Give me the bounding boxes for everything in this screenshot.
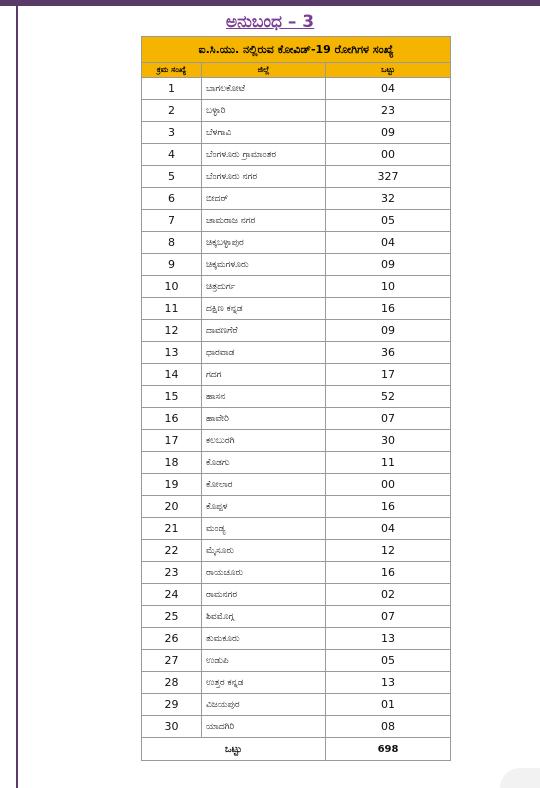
total-cell: 00 [326,144,451,166]
district-cell: ಶಿವಮೊಗ್ಗ [202,606,326,628]
table-row [142,386,451,408]
district-cell: ಚಿಕ್ಕಮಗಳೂರು [202,254,326,276]
serial-number-cell: 30 [142,716,202,738]
table-row [142,78,451,100]
table-row [142,650,451,672]
total-cell: 09 [326,254,451,276]
total-cell: 08 [326,716,451,738]
district-cell: ಹಾವೇರಿ [202,408,326,430]
table-row [142,144,451,166]
serial-number-cell: 18 [142,452,202,474]
total-cell: 01 [326,694,451,716]
district-cell: ರಾಮನಗರ [202,584,326,606]
icu-table [141,36,451,761]
serial-number-cell: 20 [142,496,202,518]
header-district: ಜಿಲ್ಲೆ [202,63,326,78]
serial-number-cell: 22 [142,540,202,562]
total-cell: 05 [326,210,451,232]
serial-number-cell: 16 [142,408,202,430]
serial-number-cell: 27 [142,650,202,672]
table-row [142,694,451,716]
page-frame-left [16,6,18,788]
total-cell: 10 [326,276,451,298]
table-row [142,584,451,606]
footer-label: ಒಟ್ಟು [142,738,326,761]
district-cell: ಮಂಡ್ಯ [202,518,326,540]
serial-number-cell: 11 [142,298,202,320]
total-cell: 04 [326,232,451,254]
table-row [142,408,451,430]
total-cell: 36 [326,342,451,364]
table-row [142,342,451,364]
serial-number-cell: 29 [142,694,202,716]
district-cell: ತುಮಕೂರು [202,628,326,650]
table-row [142,100,451,122]
serial-number-cell: 14 [142,364,202,386]
table-header-row [142,63,451,78]
district-cell: ಚಿತ್ರದುರ್ಗ [202,276,326,298]
total-cell: 12 [326,540,451,562]
serial-number-cell: 24 [142,584,202,606]
serial-number-cell: 19 [142,474,202,496]
district-cell: ಚಿಕ್ಕಬಳ್ಳಾಪುರ [202,232,326,254]
table-row [142,364,451,386]
table-row [142,606,451,628]
table-row [142,320,451,342]
district-cell: ದಾವಣಗೆರೆ [202,320,326,342]
district-cell: ಚಾಮರಾಜ ನಗರ [202,210,326,232]
table-row [142,276,451,298]
serial-number-cell: 15 [142,386,202,408]
district-cell: ಬಾಗಲಕೋಟೆ [202,78,326,100]
district-cell: ಉತ್ತರ ಕನ್ನಡ [202,672,326,694]
table-row [142,232,451,254]
serial-number-cell: 23 [142,562,202,584]
table-row [142,672,451,694]
district-cell: ಕೋಲಾರ [202,474,326,496]
serial-number-cell: 2 [142,100,202,122]
table-row [142,562,451,584]
table-row [142,452,451,474]
table-caption-row [142,37,451,63]
district-cell: ಬೀದರ್‌ [202,188,326,210]
serial-number-cell: 6 [142,188,202,210]
serial-number-cell: 17 [142,430,202,452]
total-cell: 16 [326,496,451,518]
total-cell: 09 [326,122,451,144]
total-cell: 23 [326,100,451,122]
district-cell: ಕೊಪ್ಪಳ [202,496,326,518]
district-cell: ಬೆಳಗಾವಿ [202,122,326,144]
serial-number-cell: 4 [142,144,202,166]
table-row [142,628,451,650]
serial-number-cell: 3 [142,122,202,144]
total-cell: 32 [326,188,451,210]
total-cell: 13 [326,672,451,694]
district-cell: ಯಾದಗಿರಿ [202,716,326,738]
table-body [142,78,451,738]
serial-number-cell: 21 [142,518,202,540]
district-cell: ಧಾರವಾಡ [202,342,326,364]
corner-shadow [500,768,540,788]
total-cell: 05 [326,650,451,672]
table-row [142,474,451,496]
page-title [0,12,540,32]
serial-number-cell: 5 [142,166,202,188]
table-row [142,254,451,276]
serial-number-cell: 7 [142,210,202,232]
total-cell: 11 [326,452,451,474]
header-total: ಒಟ್ಟು [326,63,451,78]
serial-number-cell: 28 [142,672,202,694]
table-row [142,298,451,320]
total-cell: 04 [326,518,451,540]
total-cell: 16 [326,562,451,584]
table-row [142,430,451,452]
table-footer-row [142,738,451,761]
district-cell: ಕಲಬುರಗಿ [202,430,326,452]
total-cell: 00 [326,474,451,496]
total-cell: 16 [326,298,451,320]
page-frame-top [0,0,540,6]
serial-number-cell: 8 [142,232,202,254]
total-cell: 07 [326,408,451,430]
table-row [142,716,451,738]
table-row [142,166,451,188]
table-row [142,518,451,540]
serial-number-cell: 9 [142,254,202,276]
serial-number-cell: 13 [142,342,202,364]
total-cell: 30 [326,430,451,452]
total-cell: 02 [326,584,451,606]
district-cell: ರಾಯಚೂರು [202,562,326,584]
district-cell: ಬೆಂಗಳೂರು ನಗರ [202,166,326,188]
district-cell: ಉಡುಪಿ [202,650,326,672]
footer-total: 698 [326,738,451,761]
serial-number-cell: 26 [142,628,202,650]
total-cell: 17 [326,364,451,386]
table-row [142,540,451,562]
table-caption: ಐ.ಸಿ.ಯು. ನಲ್ಲಿರುವ ಕೋವಿಡ್‌-19 ರೋಗಿಗಳ ಸಂಖ್ಯೆ [142,37,451,63]
table-row [142,122,451,144]
header-serial: ಕ್ರಮ ಸಂಖ್ಯೆ [142,63,202,78]
district-cell: ದಕ್ಷಿಣ ಕನ್ನಡ [202,298,326,320]
total-cell: 09 [326,320,451,342]
total-cell: 52 [326,386,451,408]
serial-number-cell: 12 [142,320,202,342]
page-title-text: ಅನುಬಂಧ – 3 [225,12,315,32]
district-cell: ಬಳ್ಳಾರಿ [202,100,326,122]
total-cell: 327 [326,166,451,188]
table-row [142,210,451,232]
table-row [142,496,451,518]
total-cell: 04 [326,78,451,100]
serial-number-cell: 25 [142,606,202,628]
district-cell: ಬೆಂಗಳೂರು ಗ್ರಾಮಾಂತರ [202,144,326,166]
total-cell: 07 [326,606,451,628]
table-row [142,188,451,210]
total-cell: 13 [326,628,451,650]
district-cell: ಮೈಸೂರು [202,540,326,562]
district-cell: ವಿಜಯಪುರ [202,694,326,716]
serial-number-cell: 1 [142,78,202,100]
district-cell: ಗದಗ [202,364,326,386]
serial-number-cell: 10 [142,276,202,298]
district-cell: ಕೊಡಗು [202,452,326,474]
district-cell: ಹಾಸನ [202,386,326,408]
